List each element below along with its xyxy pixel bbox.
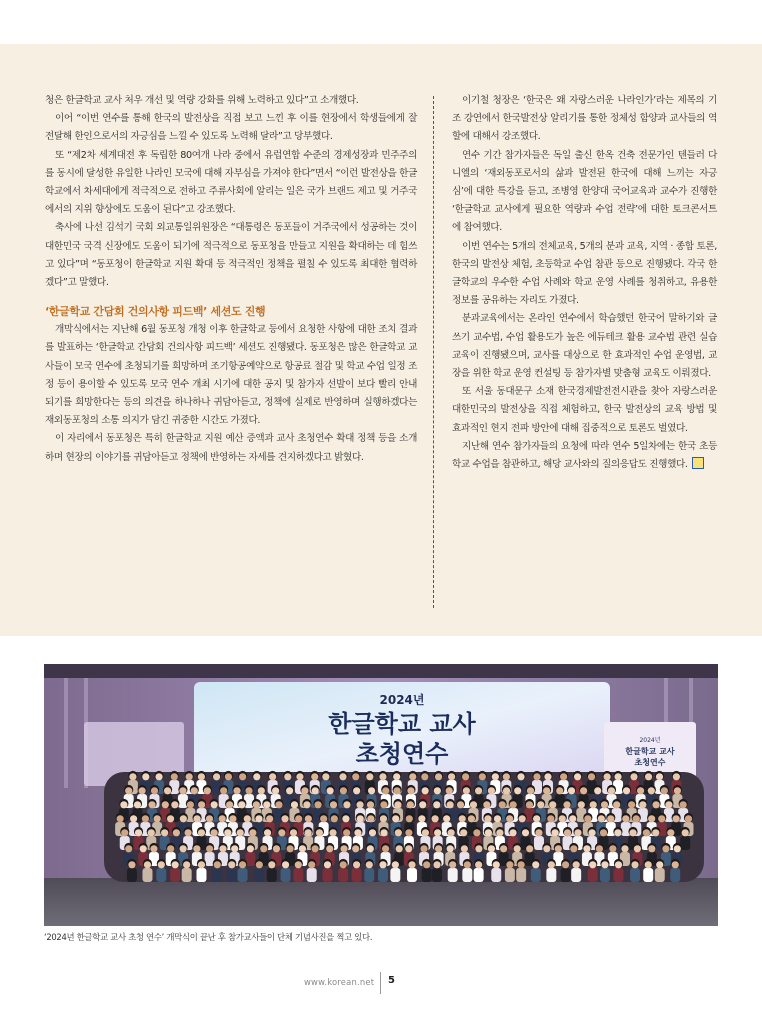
paragraph: 이어 “이번 연수를 통해 한국의 발전상을 직접 보고 느낀 후 이를 현장에서 학생들에게 잘 전달해 한인으로서의 자긍심을 느낄 수 있도록 노력해 달라”고 당부했다. — [45, 113, 417, 143]
side-banner-year: 2024년 — [639, 737, 661, 744]
paragraph: 이 자리에서 동포청은 특히 한글학교 지원 예산 증액과 교사 초청연수 확대 정책 등을 소개하며 현장의 이야기를 귀담아듣고 정책에 반영하는 자세를 견지하겠다고 밝혔다. — [45, 433, 417, 463]
group-photo-illustration — [44, 664, 718, 926]
paragraph: 청은 한글학교 교사 처우 개선 및 역량 강화를 위해 노력하고 있다”고 소개했다. — [45, 95, 359, 106]
footer-separator — [380, 972, 381, 994]
paragraph: 연수 기간 참가자들은 독일 출신 한옥 건축 전문가인 텐들러 다니엘의 ‘재외동포로서의 삶과 발전된 한국에 대해 느끼는 자긍심’에 대한 특강을 듣고, 조병영 한양대 국어교육과 교수가 진행한 ‘한글학교 교사에게 필요한 역량과 수업 전략’에 대한 토크콘서트에 참여했다. — [452, 149, 717, 234]
footer-url: www.korean.net — [304, 977, 375, 987]
left-column — [45, 92, 417, 467]
banner-year: 2024년 — [379, 693, 425, 707]
paragraph: 이기철 청장은 ‘한국은 왜 자랑스러운 나라인가’라는 제목의 기조 강연에서 한국발전상 알리기를 통한 정체성 함양과 교사들의 역할에 대해서 강조했다. — [452, 95, 717, 143]
banner-title-line2: 초청연수 — [355, 740, 449, 768]
page-number: 5 — [388, 975, 395, 986]
paragraph: 축사에 나선 김석기 국회 외교통일위원장은 “대통령은 동포들이 거주국에서 성공하는 것이 대한민국 국격 신장에도 도움이 되기에 적극적으로 동포청을 만들고 지원을 확대하는 데 힘쓰고 있다”며 “동포청이 한글학교 지원 확대 등 적극적인 정책을 펼칠 수 있도록 최대한 협력하겠다”고 말했다. — [45, 222, 417, 289]
right-column — [452, 92, 717, 474]
paragraph: 이번 연수는 5개의 전체교육, 5개의 분과 교육, 지역 · 종합 토론, 한국의 발전상 체험, 초등학교 수업 참관 등으로 진행됐다. 각국 한글학교의 우수한 수업 사례와 학교 운영 사례를 청취하고, 유용한 정보를 공유하는 자리도 가졌다. — [452, 240, 717, 307]
group-photo — [44, 664, 718, 926]
article-end-icon — [692, 457, 704, 469]
column-divider — [433, 96, 434, 608]
paragraph-last — [452, 438, 717, 474]
photo-caption: ‘2024년 한글학교 교사 초청 연수’ 개막식이 끝난 후 참가교사들이 단체 기념사진을 찍고 있다. — [44, 932, 373, 942]
paragraph: 분과교육에서는 온라인 연수에서 학습했던 한국어 말하기와 글쓰기 교수법, 수업 활용도가 높은 에듀테크 활용 교수법 관련 실습 교육이 진행됐으며, 교사를 대상으로 한 효과적인 수업 운영법, 교장을 위한 학교 운영 컨설팅 등 참가자별 맞춤형 교육도 이뤄졌다. — [452, 313, 717, 380]
paragraph: 또 “제2차 세계대전 후 독립한 80여개 나라 중에서 유럽연합 수준의 경제성장과 민주주의를 동시에 달성한 유일한 나라인 모국에 대해 자부심을 가져야 한다”면서 “이런 발전상을 한글학교에서 차세대에게 적극적으로 전하고 주류사회에 알리는 일은 국가 브랜드 제고 및 거주국에서의 지위 향상에도 도움이 된다”고 강조했다. — [45, 149, 417, 216]
side-banner-line1: 한글학교 교사 — [625, 747, 675, 756]
paragraph: 또 서울 동대문구 소재 한국경제발전전시관을 찾아 자랑스러운 대한민국의 발전상을 직접 체험하고, 한국 발전상의 교육 방법 및 효과적인 현지 전파 방안에 대해 집중적으로 토론도 벌였다. — [452, 386, 717, 434]
paragraph-text: 지난해 연수 참가자들의 요청에 따라 연수 5일차에는 한국 초등학교 수업을 참관하고, 해당 교사와의 질의응답도 진행했다. — [452, 440, 717, 471]
paragraph: 개막식에서는 지난해 6월 동포청 개청 이후 한글학교 등에서 요청한 사항에 대한 조치 결과를 발표하는 ‘한글학교 간담회 건의사항 피드백’ 세션도 진행됐다. 동포청은 많은 한글학교 교사들이 모국 연수에 초청되기를 희망하며 조기항공예약으로 항공료 절감 및 학교 수업 일정 조정 등이 용이할 수 있도록 모국 연수 개최 시기에 대한 공지 및 참가자 선발이 보다 빨리 안내되기를 희망한다는 등의 의견을 하나하나 귀담아듣고, 정책에 실제로 반영하며 실행하겠다는 재외동포청의 소통 의지가 담긴 귀중한 시간도 가졌다. — [45, 324, 417, 427]
section-subheading: ‘한글학교 간담회 건의사항 피드백’ 세션도 진행 — [45, 305, 266, 319]
side-banner-line2: 초청연수 — [634, 758, 666, 767]
banner-title-line1: 한글학교 교사 — [328, 710, 476, 738]
